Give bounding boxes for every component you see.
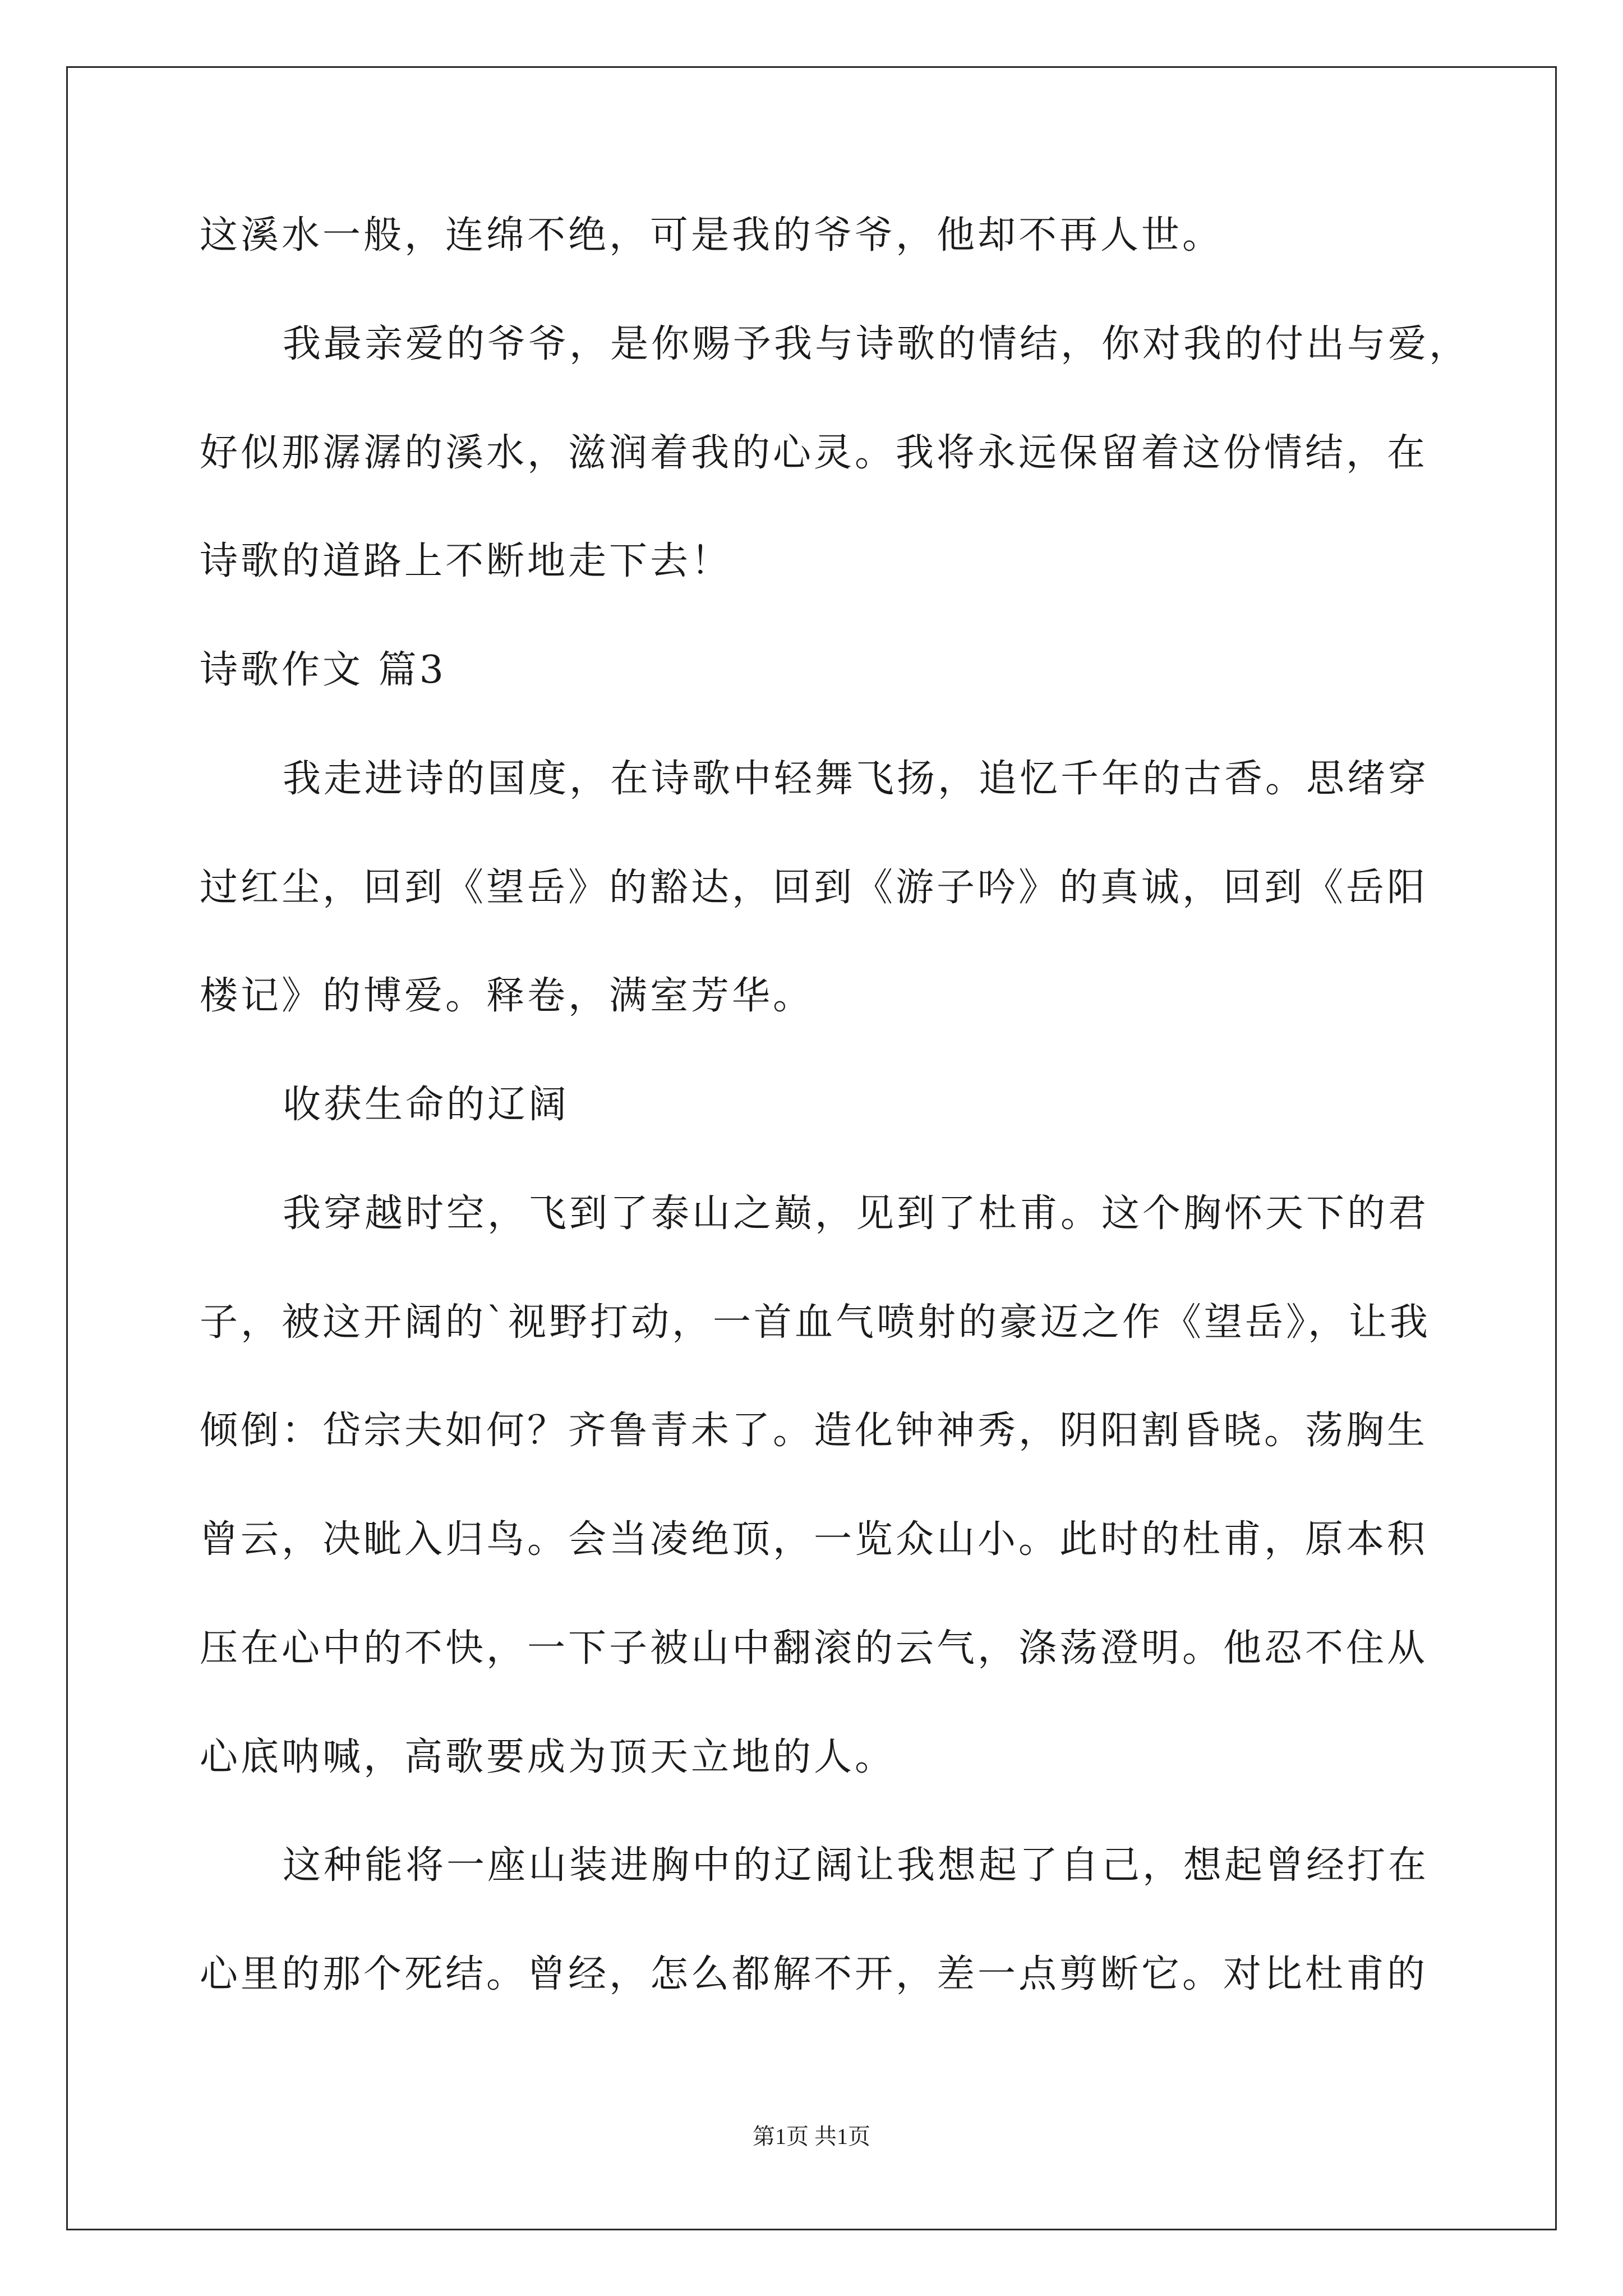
text-line: 我穿越时空，飞到了泰山之巅，见到了杜甫。这个胸怀天下的君 (283, 1191, 1430, 1236)
page-number-footer: 第1页 共1页 (753, 2124, 870, 2149)
section-heading: 诗歌作文 篇3 (200, 648, 446, 692)
text-line: 我最亲爱的爷爷，是你赐予我与诗歌的情结，你对我的付出与爱， (283, 322, 1470, 366)
text-line: 压在心中的不快，一下子被山中翻滚的云气，涤荡澄明。他忍不住从 (200, 1626, 1428, 1671)
text-line: 子，被这开阔的`视野打动，一首血气喷射的豪迈之作《望岳》，让我 (200, 1300, 1431, 1345)
text-line: 这溪水一般，连绵不绝，可是我的爷爷，他却不再人世。 (200, 213, 1224, 257)
text-line: 心底呐喊，高歌要成为顶天立地的人。 (200, 1735, 896, 1779)
text-line: 这种能将一座山装进胸中的辽阔让我想起了自己，想起曾经打在 (283, 1843, 1430, 1888)
text-line: 诗歌的道路上不断地走下去！ (200, 539, 732, 583)
page-border (66, 66, 1557, 2230)
text-line: 楼记》的博爱。释卷，满室芳华。 (200, 974, 814, 1018)
text-line: 心里的那个死结。曾经，怎么都解不开，差一点剪断它。对比杜甫的 (200, 1952, 1428, 1996)
sub-heading: 收获生命的辽阔 (283, 1083, 570, 1127)
text-line: 过红尘，回到《望岳》的豁达，回到《游子吟》的真诚，回到《岳阳 (200, 866, 1428, 910)
text-line: 我走进诗的国度，在诗歌中轻舞飞扬，追忆千年的古香。思绪穿 (283, 757, 1430, 801)
text-line: 曾云，决眦入归鸟。会当凌绝顶，一览众山小。此时的杜甫，原本积 (200, 1517, 1428, 1562)
text-line: 倾倒：岱宗夫如何？齐鲁青未了。造化钟神秀，阴阳割昏晓。荡胸生 (200, 1409, 1428, 1453)
text-line: 好似那潺潺的溪水，滋润着我的心灵。我将永远保留着这份情结，在 (200, 431, 1428, 475)
